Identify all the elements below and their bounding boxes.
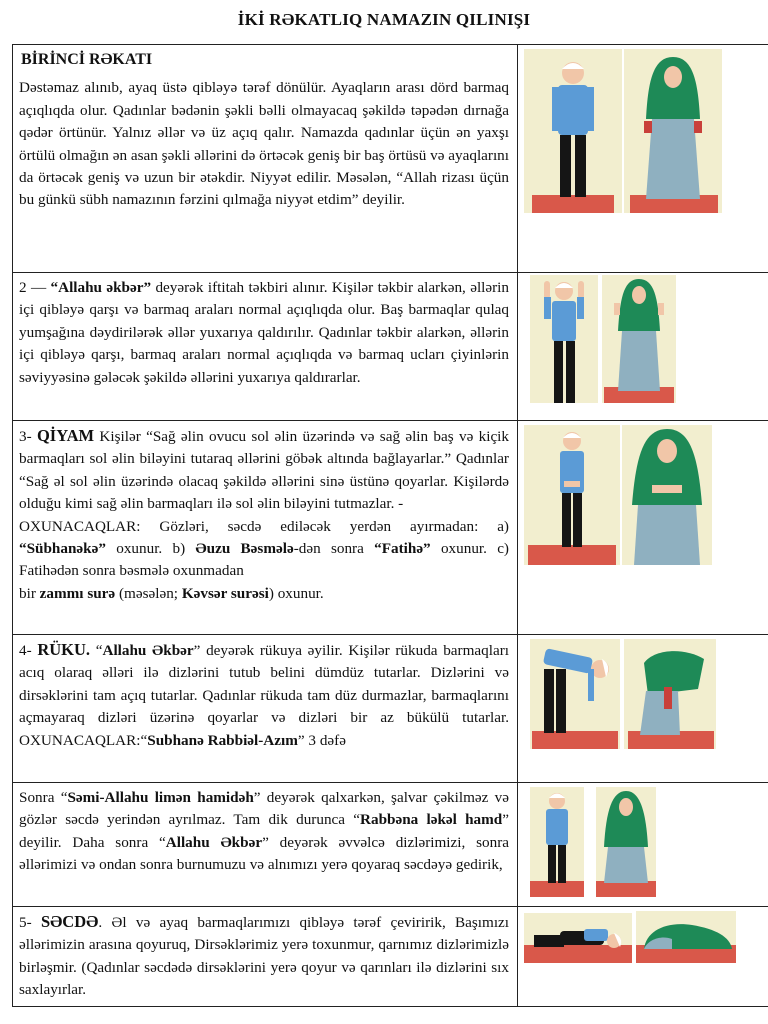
woman-ruku-icon xyxy=(624,639,716,749)
woman-sajdah-icon xyxy=(636,911,736,963)
step-text-cell: 2 — “Allahu əkbər” deyərək iftitah təkbiri alınır. Kişilər təkbir alarkən, əllərin içi qibləyə qarşı və barmaq araları normal açıqlıqda olur. Baş barmaqlar qulaq yumşağına dəydirilərək əllər yuxarıya qaldırılır. Qadınlar təkbir alarkən, əllərin içi qibləyə qarşı, barmaq araları normal açıqlıqda və barmaq ucları çiyinlərin səviyyəsinə gələcək şəkildə əllərini yuxarıya qaldırarlar. xyxy=(13,273,518,421)
man-sajdah-icon xyxy=(524,913,632,963)
man-standing-icon xyxy=(524,49,622,213)
step-text-cell: 4- RÜKU. “Allahu Əkbər” deyərək rükuya əyilir. Kişilər rükuda barmaqları acıq olaraq əlləri ilə dizlərini tutub belini dümdüz tutarlar. Dizlərini və dirsəklərini tam açıq tutarlar. Qadınlar rükuda tam düz durmazlar, barmaqlarını açmayaraq dizləri üzərinə qoyarlar və dizləri bir az bükülü tutarlar. OXUNACAQLAR:“Subhanə Rabbiəl-Azım” 3 dəfə xyxy=(13,635,518,783)
step-illustration-cell xyxy=(518,273,768,421)
table-row xyxy=(13,907,768,1007)
section-heading: BİRİNCİ RƏKATI xyxy=(21,51,153,68)
woman-standing-icon xyxy=(624,49,722,213)
man-takbir-icon xyxy=(530,275,598,403)
step-illustration-cell xyxy=(518,907,768,1007)
table-row xyxy=(13,273,768,421)
page-title: İKİ RƏKATLIQ NAMAZIN QILINIŞI xyxy=(237,10,531,29)
table-row xyxy=(13,783,768,907)
table-row xyxy=(13,421,768,635)
step-text-cell xyxy=(13,45,518,273)
step-illustration-cell xyxy=(518,45,768,273)
woman-qiyam-icon xyxy=(622,425,712,565)
step-illustration-cell xyxy=(518,421,768,635)
step-description: deyərək iftitah təkbiri alınır. Kişilər təkbir alarkən, əllərin içi qibləyə qarşı və barmaq araları normal açıqlıqda olur. Baş barmaqlar qulaq yumşağına dəydirilərək əllər yuxarıya qaldırılır. Qadınlar təkbir alarkən, əllərin içi qibləyə qarşı, barmaq araları normal açıqlıqda və barmaq ucları çiyinlərin səviyyəsinə gələcək şəkildə əllərini yuxarıya qaldırarlar. xyxy=(19,279,509,386)
step-text-cell: Sonra “Səmi-Allahu limən hamidəh” deyərək qalxarkən, şalvar çəkilməz və gözlər səcdə yerindən ayrılmaz. Tam dik durunca “Rabbəna ləkəl hamd” deyilir. Daha sonra “Allahu Əkbər” deyərək əvvəlcə dizlərimizi, sonra əllərimizi və ondan sonra burnumuzu və alnımızı yerə qoyaraq səcdəyə gedirik, xyxy=(13,783,518,907)
table-row xyxy=(13,635,768,783)
prayer-steps-table xyxy=(12,44,768,1007)
man-qiyam-icon xyxy=(524,425,620,565)
man-rising-icon xyxy=(530,787,584,897)
step-text-cell: 5- SƏCDƏ. Əl və ayaq barmaqlarımızı qibləyə tərəf çeviririk, Başımızı əllərimizin arasına qoyuruq, Dirsəklərimiz yerə toxunmur, qarnımız dizlərimizlə birləşmir. (Qadınlar səcdədə dirsəklərini yerə qoyur və qarınları ilə dizlərini sıx saxlayırlar. xyxy=(13,907,518,1007)
step-description: Dəstəmaz alınıb, ayaq üstə qibləyə tərəf dönülür. Ayaqların arası dörd barmaq açıqlıqda olur. Qadınlar bədənin şəkli bəlli olmayacaq şəkildə təpədən dırnağa qədər örtünür. Yalnız əllər və üz açıq qalır. Namazda qadınlar üçün ən yaxşı örtülü olmağın ən asan şəkli əllərini də örtəcək geniş bir baş örtüsü və ayaqlarını da örtəcək geniş və uzun bir ətəkdir. Niyyət edilir. Məsələn, “Allah rizası üçün bu günkü sübh namazının fərzini qılmağa niyyət etdim” deyilir. xyxy=(19,79,509,209)
man-ruku-icon xyxy=(530,639,620,749)
step-illustration-cell xyxy=(518,783,768,907)
table-row xyxy=(13,45,768,273)
step-illustration-cell xyxy=(518,635,768,783)
woman-rising-icon xyxy=(596,787,656,897)
woman-takbir-icon xyxy=(602,275,676,403)
step-text-cell: 3- QİYAM Kişilər “Sağ əlin ovucu sol əlin üzərində və sağ əlin baş və kiçik barmaqları sol əlin biləyini tutaraq əllərini göbək altında bağlayarlar.” Qadınlar “Sağ əl sol əlin üzərində olacaq şəkildə əllərini sinə üstünə qoyarlar. Kişilərdə olduğu kimi sağ əlin barmaqları ilə sol əlin biləyini tutmazlar. - OXUNACAQLAR: Gözləri, səcdə ediləcək yerdən ayırmadan: a) “Sübhanəkə” oxunur. b) Əuzu Bəsmələ-dən sonra “Fatihə” oxunur. c) Fatihədən sonra bəsmələ oxunmadan bir zammı surə (məsələn; Kəvsər surəsi) oxunur. xyxy=(13,421,518,635)
